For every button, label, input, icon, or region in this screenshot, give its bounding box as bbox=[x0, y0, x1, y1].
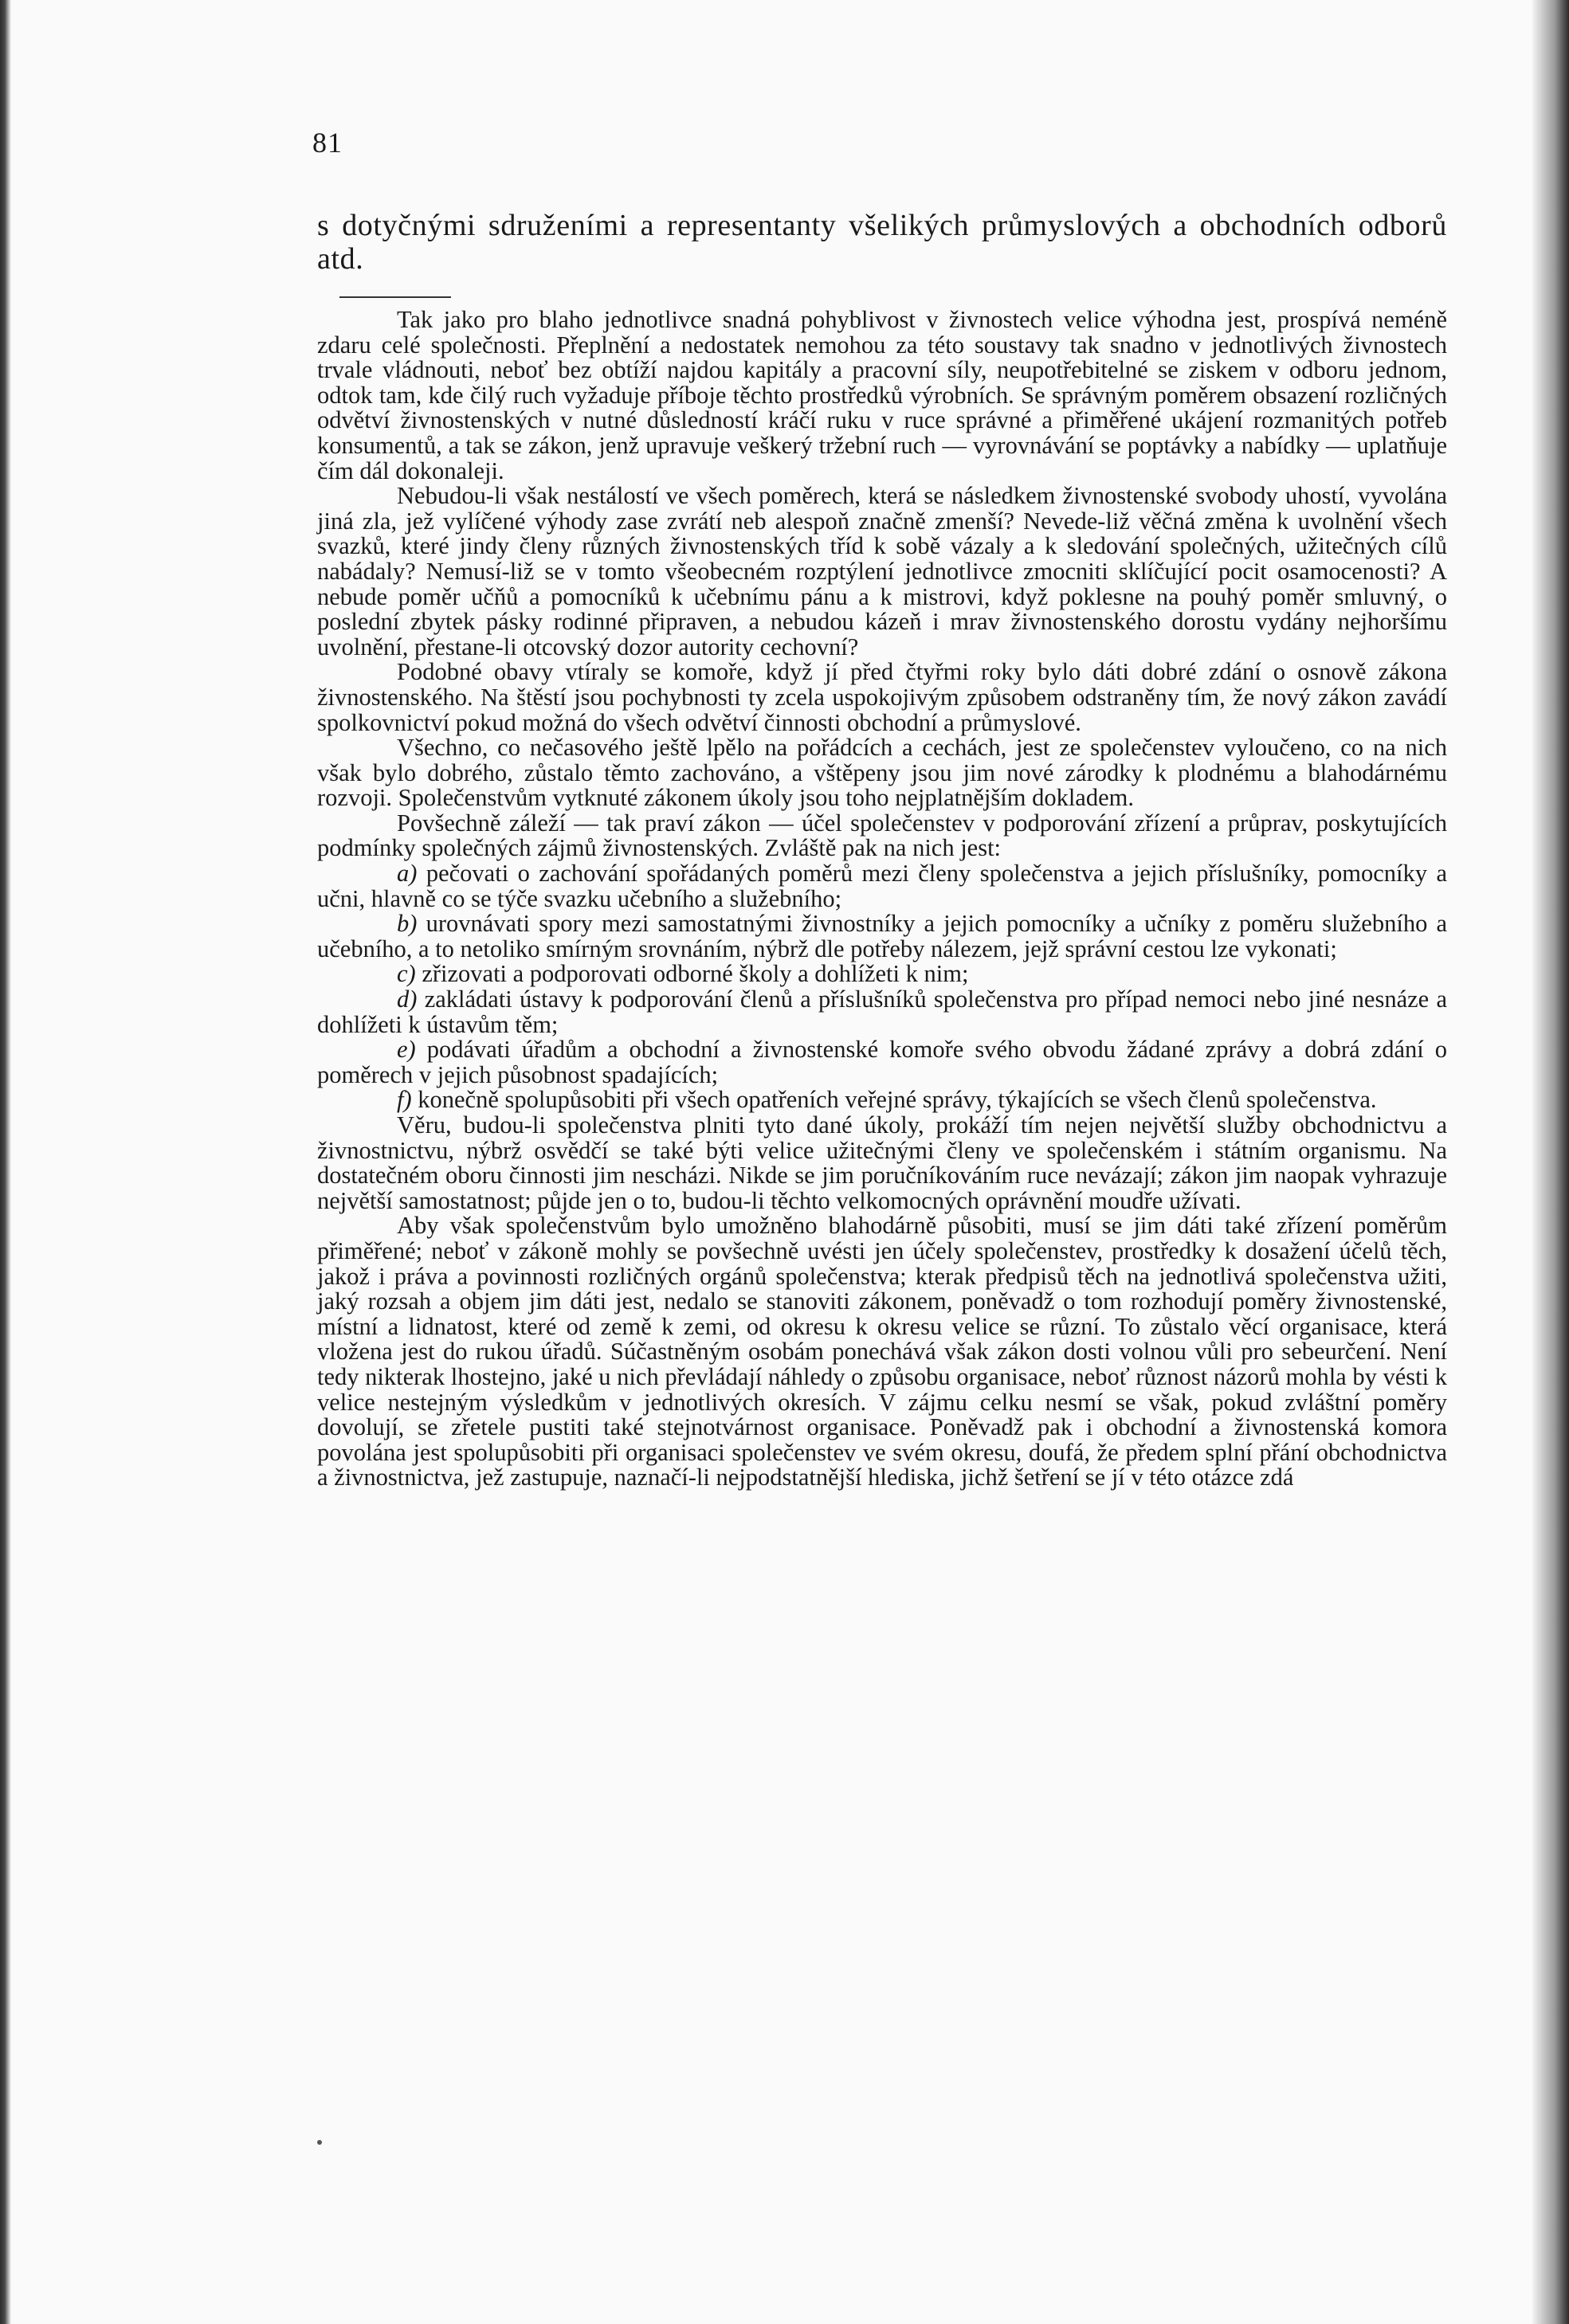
page-right-edge-shadow bbox=[1532, 0, 1569, 2324]
paragraph-instability: Nebudou-li však nestálostí ve všech poměrech, která se následkem živnostenské svobody uhostí, vyvolána jiná zla, jež vylíčené výhody zase zvrátí neb alespoň značně zmenší? Nevede-liž věčná změna k uvolnění všech svazků, které jindy členy různých živnostenských tříd k sobě vázaly a k sledování společných, užitečných cílů nabádaly? Nemusí-liž se v tomto všeobecném rozptýlení jednotlivce zmocniti sklíčující pocit osamocenosti? A nebude poměr učňů a pomocníků k učebnímu pánu a k mistrovi, když poklesne na pouhý poměr smluvný, o poslední zbytek pásky rodinné připraven, a nebudou kázeň i mrav živnostenského dorostu vydány nejhoršímu uvolnění, přestane-li otcovský dozor autority cechovní? bbox=[317, 482, 1447, 660]
paragraph-services: Věru, budou-li společenstva plniti tyto dané úkoly, prokáží tím nejen největší služby obchodnictvu a živnostnictvu, nýbrž osvědčí se také býti velice užitečnými členy ve společenském i státním organismu. Na dostatečném oboru činnosti jim nescházi. Nikde se jim poručníkováním ruce nevázají; zákon jim naopak vyhrazuje největší samostatnost; půjde jen o to, budou-li těchto velkomocných oprávnění moudře užívati. bbox=[317, 1111, 1447, 1214]
list-item-letter: a) bbox=[397, 860, 418, 888]
lead-paragraph: s dotyčnými sdruženími a representanty všelikých průmyslových a obchodních odborů atd. bbox=[317, 209, 1447, 276]
list-item-f bbox=[317, 1088, 1447, 1113]
list-item-letter: b) bbox=[397, 910, 418, 938]
list-item-text: zakládati ústavy k podporování členů a příslušníků společenstva pro případ nemoci nebo jiné nesnáze a dohlížeti k ústavům těm; bbox=[317, 986, 1447, 1038]
paragraph-guilds: Všechno, co nečasového ještě lpělo na pořádcích a cechách, jest ze společenstev vyloučeno, co na nich však bylo dobrého, zůstalo těmto zachováno, a vštěpeny jsou jim nové zárodky k plodnému a blahodárnému rozvoji. Společenstvům vytknuté zákonem úkoly jsou toho nejplatnějším dokladem. bbox=[317, 734, 1447, 812]
list-item-text: pečovati o zachování spořádaných poměrů mezi členy společenstva a jejich příslušníky, pomocníky a učni, hlavně co se týče svazku učebního a služebního; bbox=[317, 860, 1447, 912]
section-separator-rule bbox=[339, 296, 451, 298]
list-item-a bbox=[317, 861, 1447, 911]
list-item-text: zřizovati a podporovati odborné školy a dohlížeti k nim; bbox=[422, 960, 969, 988]
list-item-b bbox=[317, 911, 1447, 962]
paragraph-organisation: Aby však společenstvům bylo umožněno blahodárně působiti, musí se jim dáti také zřízení poměrům přiměřené; neboť v zákoně mohly se povšechně uvésti jen účely společenstev, prostředky k dosažení účelů těch, jakož i práva a povinnosti rozličných orgánů společenstva; kterak předpisů těch na jednotlivá společenstva užiti, jaký rozsah a objem jim dáti jest, nedalo se stanoviti zákonem, poněvadž o tom rozhodují poměry živnostenské, místní a lidnatost, které od země k zemi, od okresu k okresu velice se různí. To zůstalo věcí organisace, která vložena jest do rukou úřadů. Súčastněným osobám ponechává však zákon dosti volnou vůli pro sebeurčení. Není tedy nikterak lhostejno, jaké u nich převládají náhledy o způsobu organisace, neboť různost názorů mohla by vésti k velice nestejným výsledkům v jednotlivých okresích. V zájmu celku nesmí se však, pokud zvláštní poměry dovolují, se zřetele pustiti také stejnotvárnost organisace. Poněvadž pak i obchodní a živnostenská komora povolána jest spolupůsobiti při organisaci společenstev ve svém okresu, doufá, že předem splní přání obchodnictva a živnostnictva, jež zastupuje, naznačí-li nejpodstatnější hlediska, jichž šetření se jí v této otázce zdá bbox=[317, 1212, 1447, 1491]
list-item-text: podávati úřadům a obchodní a živnostenské komoře svého obvodu žádané zprávy a dobrá zdání o poměrech v jejich působnost spadajících; bbox=[317, 1036, 1447, 1088]
book-binding-edge bbox=[0, 0, 11, 2324]
page-text-block bbox=[317, 209, 1447, 1491]
paragraph-mobility: Tak jako pro blaho jednotlivce snadná pohyblivost v živnostech velice výhodna jest, prospívá neméně zdaru celé společnosti. Přeplnění a nedostatek nemohou za této soustavy tak snadno v jednotlivých živnostech trvale vládnouti, neboť bez obtíží najdou kapitály a pracovní síly, neupotřebitelné se ziskem v odboru jednom, odtok tam, kde čilý ruch vyžaduje příboje těchto prostředků výrobních. Se správným poměrem obsazení rozličných odvětví živnostenských v nutné důsledností kráčí ruku v ruce správné a přiměřené ukájení rozmanitých potřeb konsumentů, a tak se zákon, jenž upravuje veškerý tržební ruch — vyrovnávání se poptávky a nabídky — uplatňuje čím dál dokonaleji. bbox=[317, 306, 1447, 484]
list-item-letter: c) bbox=[397, 960, 416, 988]
list-item-letter: f) bbox=[397, 1086, 412, 1114]
list-item-letter: e) bbox=[397, 1036, 416, 1064]
paragraph-concerns: Podobné obavy vtíraly se komoře, když jí před čtyřmi roky bylo dáti dobré zdání o osnově zákona živnostenského. Na štěstí jsou pochybnosti ty zcela uspokojivým způsobem odstraněny tím, že nový zákon zavádí spolkovnictví pokud možná do všech odvětví činnosti obchodní a průmyslové. bbox=[317, 658, 1447, 736]
paragraph-purpose: Povšechně záleží — tak praví zákon — účel společenstev v podporování zřízení a průprav, poskytujících podmínky společných zájmů živnostenských. Zvláště pak na nich jest: bbox=[317, 809, 1447, 862]
list-item-d bbox=[317, 987, 1447, 1037]
list-item-e bbox=[317, 1037, 1447, 1088]
scan-speck bbox=[317, 2140, 322, 2145]
list-item-letter: d) bbox=[397, 986, 418, 1013]
page-number: 81 bbox=[312, 127, 343, 159]
list-item-c bbox=[317, 962, 1447, 987]
list-item-text: konečně spolupůsobiti při všech opatřeních veřejné správy, týkajících se všech členů společenstva. bbox=[418, 1086, 1377, 1114]
list-item-text: urovnávati spory mezi samostatnými živnostníky a jejich pomocníky a učníky z poměru služebního a učebního, a to netoliko smírným srovnáním, nýbrž dle potřeby nálezem, jejž správní cestou lze vykonati; bbox=[317, 910, 1447, 962]
